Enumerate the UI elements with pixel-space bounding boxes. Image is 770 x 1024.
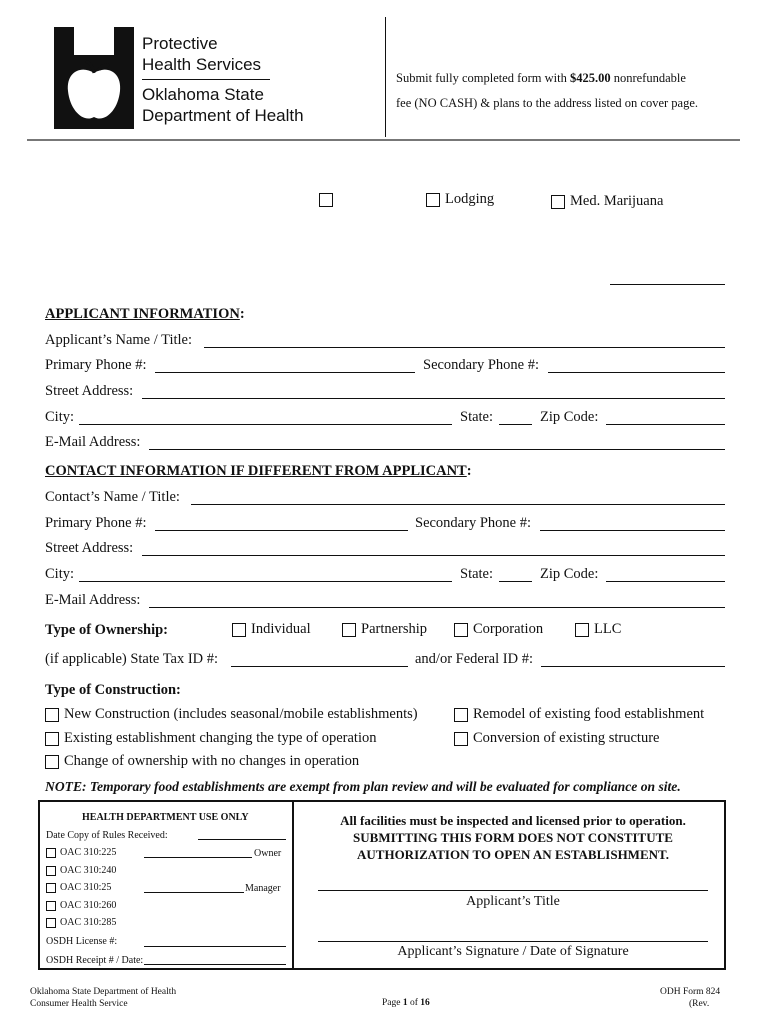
oac-225-label: OAC 310:225 <box>60 847 117 858</box>
construction-change-type-checkbox[interactable] <box>45 732 59 746</box>
logo-line-2: Health Services <box>142 55 262 74</box>
construction-conversion-label: Conversion of existing structure <box>473 730 660 746</box>
ownership-corporation-checkbox[interactable] <box>454 623 468 637</box>
oac-225-checkbox[interactable] <box>46 848 56 858</box>
applicant-name-field[interactable] <box>204 347 725 348</box>
ownership-llc-option[interactable] <box>575 621 621 638</box>
owner-field[interactable] <box>144 857 252 858</box>
submit-line-2: fee (NO CASH) & plans to the address listed on cover page. <box>396 96 699 110</box>
contact-city-label: City: <box>45 566 75 582</box>
applicant-primary-phone-field[interactable] <box>155 372 415 373</box>
applicant-secondary-phone-label: Secondary Phone #: <box>423 357 539 373</box>
oac-25-checkbox[interactable] <box>46 883 56 893</box>
lodging-option[interactable] <box>426 191 494 208</box>
footer-org-line-2: Consumer Health Service <box>30 999 128 1009</box>
footer-form-number: ODH Form 824 <box>660 987 721 997</box>
applicant-title-label: Applicant’s Title <box>466 894 560 909</box>
contact-secondary-phone-label: Secondary Phone #: <box>415 515 531 531</box>
contact-street-field[interactable] <box>142 555 725 556</box>
notice-line-1: All facilities must be inspected and licensed prior to operation. <box>340 813 686 828</box>
contact-primary-phone-label: Primary Phone #: <box>45 515 147 531</box>
med-marijuana-checkbox[interactable] <box>551 195 565 209</box>
federal-id-field[interactable] <box>541 666 725 667</box>
submit-pre: Submit fully completed form with <box>396 71 570 85</box>
owner-label: Owner <box>254 848 282 859</box>
applicant-zip-field[interactable] <box>606 424 725 425</box>
construction-change-type-option[interactable] <box>45 730 377 747</box>
notice-line-3: AUTHORIZATION TO OPEN AN ESTABLISHMENT. <box>357 847 669 862</box>
contact-zip-field[interactable] <box>606 581 725 582</box>
osdh-receipt-field[interactable] <box>144 964 286 965</box>
construction-remodel-label: Remodel of existing food establishment <box>473 706 705 722</box>
applicant-city-label: City: <box>45 409 75 425</box>
contact-heading: CONTACT INFORMATION IF DIFFERENT FROM APPLICANT: <box>45 463 472 479</box>
ownership-individual-option[interactable] <box>232 621 311 638</box>
oac-240-label: OAC 310:240 <box>60 865 117 876</box>
contact-street-label: Street Address: <box>45 540 134 556</box>
state-tax-id-field[interactable] <box>231 666 408 667</box>
applicant-signature-field[interactable] <box>318 941 708 942</box>
construction-new-label: New Construction (includes seasonal/mobile establishments) <box>64 706 418 722</box>
ownership-label: Type of Ownership: <box>45 622 168 638</box>
temporary-note: NOTE: Temporary food establishments are exempt from plan review and will be evaluated for compliance on site. <box>45 779 681 794</box>
ownership-individual-checkbox[interactable] <box>232 623 246 637</box>
footer-org <box>30 986 176 1010</box>
applicant-email-label: E-Mail Address: <box>45 434 141 450</box>
applicant-state-field[interactable] <box>499 424 532 425</box>
contact-city-field[interactable] <box>79 581 452 582</box>
blank-type-checkbox[interactable] <box>319 193 333 207</box>
logo-line-1: Protective <box>142 34 218 53</box>
health-dept-title: HEALTH DEPARTMENT USE ONLY <box>82 812 249 823</box>
header-rule <box>27 139 740 141</box>
applicant-name-label: Applicant’s Name / Title: <box>45 332 193 348</box>
applicant-state-label: State: <box>460 409 494 425</box>
notice-line-2: SUBMITTING THIS FORM DOES NOT CONSTITUTE <box>353 830 673 845</box>
construction-ownership-change-checkbox[interactable] <box>45 755 59 769</box>
contact-name-field[interactable] <box>191 504 725 505</box>
footer-rev: (Rev. <box>688 999 710 1009</box>
contact-secondary-phone-field[interactable] <box>540 530 725 531</box>
submit-post: nonrefundable <box>610 71 686 85</box>
logo-line-3: Oklahoma State <box>142 85 264 104</box>
state-tax-id-label: (if applicable) State Tax ID #: <box>45 651 219 667</box>
lodging-label: Lodging <box>445 191 495 207</box>
ownership-partnership-option[interactable] <box>342 621 427 638</box>
contact-state-label: State: <box>460 566 494 582</box>
applicant-email-field[interactable] <box>149 449 725 450</box>
ownership-partnership-label: Partnership <box>361 621 428 637</box>
ownership-corporation-label: Corporation <box>473 621 544 637</box>
manager-label: Manager <box>245 883 281 894</box>
applicant-title-field[interactable] <box>318 890 708 891</box>
ownership-corporation-option[interactable] <box>454 621 543 638</box>
federal-id-label: and/or Federal ID #: <box>415 651 533 667</box>
oac-285-option[interactable] <box>46 917 116 928</box>
ownership-llc-checkbox[interactable] <box>575 623 589 637</box>
osdh-receipt-label: OSDH Receipt # / Date: <box>46 955 144 966</box>
submit-fee: $425.00 <box>569 71 611 85</box>
oac-240-checkbox[interactable] <box>46 866 56 876</box>
oac-240-option[interactable] <box>46 865 116 876</box>
osdh-license-field[interactable] <box>144 946 286 947</box>
applicant-city-field[interactable] <box>79 424 452 425</box>
contact-zip-label: Zip Code: <box>540 566 599 582</box>
oac-25-option[interactable] <box>46 882 111 893</box>
osdh-license-label: OSDH License #: <box>46 936 118 947</box>
applicant-secondary-phone-field[interactable] <box>548 372 725 373</box>
oac-285-label: OAC 310:285 <box>60 917 117 928</box>
oac-25-label: OAC 310:25 <box>60 882 112 893</box>
applicant-primary-phone-label: Primary Phone #: <box>45 357 147 373</box>
logo <box>54 27 134 129</box>
med-marijuana-option[interactable] <box>551 193 663 210</box>
construction-new-checkbox[interactable] <box>45 708 59 722</box>
contact-state-field[interactable] <box>499 581 532 582</box>
construction-label: Type of Construction: <box>45 682 181 698</box>
construction-ownership-change-option[interactable] <box>45 753 359 770</box>
oac-285-checkbox[interactable] <box>46 918 56 928</box>
date-copy-field[interactable] <box>198 839 286 840</box>
header-vertical-divider <box>385 17 386 137</box>
construction-ownership-change-label: Change of ownership with no changes in operation <box>64 753 360 769</box>
contact-primary-phone-field[interactable] <box>155 530 408 531</box>
ownership-partnership-checkbox[interactable] <box>342 623 356 637</box>
med-marijuana-label: Med. Marijuana <box>570 193 664 209</box>
footer-org-line-1: Oklahoma State Department of Health <box>30 987 177 997</box>
contact-email-label: E-Mail Address: <box>45 592 141 608</box>
logo-text <box>142 33 304 126</box>
oac-260-checkbox[interactable] <box>46 901 56 911</box>
applicant-street-field[interactable] <box>142 398 725 399</box>
date-copy-label: Date Copy of Rules Received: <box>46 830 168 841</box>
lodging-checkbox[interactable] <box>426 193 440 207</box>
construction-conversion-checkbox[interactable] <box>454 732 468 746</box>
contact-email-field[interactable] <box>149 607 725 608</box>
logo-divider <box>142 79 270 80</box>
ownership-individual-label: Individual <box>251 621 311 637</box>
construction-conversion-option[interactable] <box>454 730 659 747</box>
operation-notice <box>300 812 726 863</box>
page-number: Page 1 of 16 <box>382 998 430 1008</box>
construction-change-type-label: Existing establishment changing the type of operation <box>64 730 377 746</box>
construction-remodel-checkbox[interactable] <box>454 708 468 722</box>
submit-instructions <box>396 66 698 116</box>
construction-remodel-option[interactable] <box>454 706 704 723</box>
applicant-signature-label: Applicant’s Signature / Date of Signature <box>397 944 629 959</box>
applicant-heading: APPLICANT INFORMATION: <box>45 306 245 322</box>
ownership-llc-label: LLC <box>594 621 622 637</box>
applicant-street-label: Street Address: <box>45 383 134 399</box>
oac-260-option[interactable] <box>46 900 116 911</box>
footer-form <box>660 986 720 1010</box>
construction-new-option[interactable] <box>45 706 418 723</box>
logo-line-4: Department of Health <box>142 106 304 125</box>
oac-225-option[interactable] <box>46 847 116 858</box>
applicant-zip-label: Zip Code: <box>540 409 599 425</box>
top-right-blank-line[interactable] <box>610 284 725 285</box>
oac-260-label: OAC 310:260 <box>60 900 117 911</box>
contact-name-label: Contact’s Name / Title: <box>45 489 180 505</box>
health-logo-icon <box>54 27 134 129</box>
manager-field[interactable] <box>144 892 244 893</box>
